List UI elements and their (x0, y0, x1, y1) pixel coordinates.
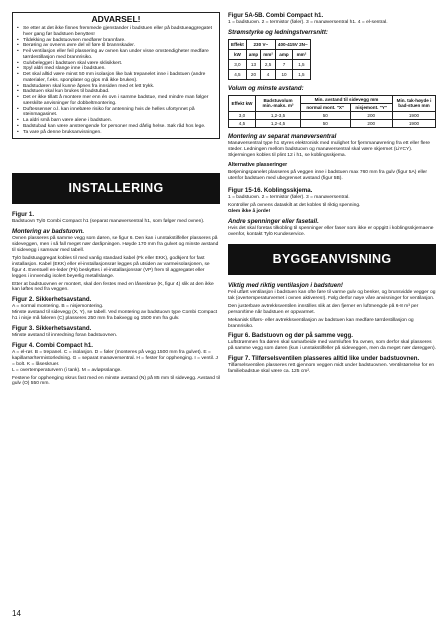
warning-item: • Ta vare på denne bruksanvisningen. (16, 130, 216, 136)
vent-paragraph: Den justerbare avtrekksventilen innstilles slik at den fjerner en luftmengde på 6-8 m³ per person/time når badstuen er oppvarmet. (228, 303, 419, 315)
volume-table (228, 95, 436, 128)
warning-item: • Berøring av ovnens øvre del vil føre til brannskader. (16, 43, 216, 49)
warning-item: • Badstubad kan være anstrengende for personer med dårlig helse. Søk råd hos lege. (16, 124, 216, 130)
volume-header-nisje: nisjemont. "Y" (350, 103, 392, 111)
table-row (229, 59, 311, 69)
table-cell: 4,5 (229, 119, 256, 127)
alt-title: Alternative plasseringer (228, 161, 288, 168)
warning-item: • Duftessenser o.l. kan innebære risiko for antenning hvis de helles ufortynnet på steinmagasinet. (16, 107, 216, 119)
left-column (12, 12, 220, 387)
table-cell: 4,5 (229, 69, 247, 79)
warning-item: • Gulvbelegget i badstuen skal være sklisikkert. (16, 61, 216, 67)
page-number: 14 (12, 609, 21, 618)
fig4-text-2: Festene for opphenging skrus fast med en minste avstand (N) på 85 mm til sidevegg. Avstand til gulv (O) 550 mm. (12, 375, 220, 387)
installering-banner: INSTALLERING (12, 173, 220, 204)
warning-box (12, 12, 220, 139)
table-cell: 2,5 (261, 59, 276, 69)
andre-title: Andre spenninger eller fasetall. (228, 218, 319, 226)
mount-paragraph: Ovnen plasseres på samme vegg som døren, se figur 6. Den kan i unntakstilfeller plasseres på sideveggen, men i så fall meget nær døråpningen. Høyde 170 mm fra gulvet og minste avstand til sidevegg i samsvar med tabell. (12, 236, 219, 253)
table-cell: 200 (350, 111, 392, 119)
warning-item: • Det skal alltid være minst 50 mm isolasjon like bak trepanelet inne i badstuen (andre materialer, f.eks. sponplater og gips må ikke brukes). (16, 72, 216, 84)
andre-text: Hvis det skal foretas tilkobling til spenninger eller faser som ikke er oppgitt i koblingsskjemaene ovenfor, kontakt Tylö Kundeservice. (228, 226, 434, 238)
fig4-text: A = el-rør. B = trepanel. C = isolasjon. D = føler (monteres på vegg 1500 mm fra gulvet). E = kapillarrør/termistorledning. G = separat manøversentral. H = fester for opphenging. I = ventil. J = bolt. K = låseskruer. L = overtemperaturvern (i tank). M = avløpsslange. (12, 349, 218, 373)
power-subheader: amp (246, 49, 260, 59)
fig6-title: Figur 6. Badstuovn og dør på samme vegg. (228, 332, 353, 340)
fig15-text: 1 = badstuovn. 2 = termistor (føler). 3 = manøversentral. (228, 195, 350, 201)
table-row (229, 119, 436, 127)
table-cell: 50 (301, 111, 351, 119)
table-cell: 1900 (393, 119, 436, 127)
fig1-text: Badstuovn Tylö Combi Compact h1 (separat manøversentral h1, som følger med ovnen). (12, 219, 205, 225)
fig3-text: Minste avstand til innredning foran badstuovnen. (12, 333, 118, 339)
warning-item: • Se etter at det ikke finnes fremmede gjenstander i badstuen eller på badstueaggregatet hver gang før badstuen benyttes! (16, 26, 216, 38)
table-cell: 13 (246, 59, 260, 69)
fig2-text: A = normal montering. B = nisjemontering. Minste avstand til sidevegg (X, Y), se tabell. Ved montering av badstuovn type Combi Compact h1 i nisje må føleren (C) plasseres 250 mm fra bakvegg og 1500 mm fra gulv. (12, 304, 218, 322)
table-cell: 10 (275, 69, 292, 79)
separat-title: Montering av separat manøversentral (228, 132, 337, 140)
table-cell: 50 (301, 119, 351, 127)
power-subheader: mm² (261, 49, 276, 59)
fig1-title: Figur 1. (12, 211, 35, 219)
table-cell: 4 (261, 69, 276, 79)
power-header-230v: 230 V~ (246, 39, 275, 49)
volume-header-effekt: Effekt kW (229, 95, 256, 111)
table-cell: 1,5 (293, 69, 311, 79)
power-subheader: kW (229, 49, 247, 59)
volume-header-min: Min. avstand til sidevegg mm (301, 95, 393, 103)
warning-title: ADVARSEL! (91, 14, 141, 24)
fig15-text-3: Glem ikke å jorde! (228, 209, 271, 215)
fig5-title: Figur 5A-5B. Combi Compact h1. (228, 12, 324, 19)
power-subheader: amp (275, 49, 292, 59)
vent-paragraph: Feil utført ventilasjon i badstuen kan ofte føre til varme gulv og benker, og brunsvidde vegger og tak (overtemperaturvernet i ovnen aktiveres!). Følg derfor nøye våre anvisninger for ventilasjon. (228, 289, 436, 301)
volume-header-tak: Min. tak-høyde i bad-stuen mm (393, 95, 436, 111)
warning-item: • Spyl aldri med slange inne i badstuen. (16, 66, 216, 72)
vent-paragraph: Mekanisk tilførs- eller avtrekksventilasjon av badstuen kan medføre tørrdestillasjon og brannrisiko. (228, 317, 414, 329)
fig6-text: Luftstrømmen fra døren skal samarbeide med varmluften fra ovnen, som derfor skal plasseres på samme vegg som døren (kun i unntakstilfeller på sideveggen, men da meget nær døreggen). (228, 340, 436, 352)
power-table-title: Strømstyrke og ledningstverrsnitt: (228, 28, 328, 36)
separat-text: Manøversentral type h1 styres elektronisk med mulighet for fjernmanøvrering fra ett eller flere steder. Ledningen mellom badstuovn og manøversentral skal være skjermet (LiYCY). Skjermingen kobles til plint 12 i h1, se koblingsskjema. (228, 140, 430, 158)
table-cell: 200 (350, 119, 392, 127)
fig7-title: Figur 7. Tilførselsventilen plasseres alltid like under badstuovnen. (228, 355, 420, 363)
right-column (228, 12, 436, 375)
fig15-text-2: Kontroller på ovnens dataskilt at det kobles til riktig spenning. (228, 203, 361, 209)
fig3-title: Figur 3. Sikkerhetsavstand. (12, 325, 92, 333)
mount-paragraph: Tylö badstuaggregat kobles til med vanlig standard kabel (Fk eller EKK), godkjent for fast installasjon. Kabel (EKK) eller el-installasjonsrør legges på utsiden av varmeisolasjonen, se figur 4. Eventuell en-leder (Fk) beskyttes i el-installasjonsrør (VP) frem til aggregatet eller legges i innvendig isolert beyerlig metallslange. (12, 255, 210, 279)
table-cell: 1,5 (293, 59, 311, 69)
table-cell: 1,2-4,5 (256, 119, 301, 127)
table-cell: 3,0 (229, 111, 256, 119)
fig15-title: Figur 15-16. Koblingsskjema. (228, 187, 313, 195)
warning-item: • Det er ikke tillatt å montere mer enn én ovn i samme badstue, med mindre man følger særskilte anvisninger for dobbeltmontering. (16, 95, 216, 107)
volume-table-title: Volum og minste avstand: (228, 84, 304, 92)
alt-text: Betjeningspanelet plasseres på veggen inne i badstuen max 760 mm fra gulv (figur 5A) eller utenfor badstuen med ubegrenset avstand (figur 5B). (228, 169, 427, 181)
table-row (229, 69, 311, 79)
warning-item: • Feil ventilasjon eller feil plassering av ovnen kan under visse omstendigheter medføre tørrdestillasjon med brannrisiko. (16, 49, 216, 61)
table-row (229, 111, 436, 119)
power-table (228, 39, 311, 80)
warning-list (16, 26, 216, 135)
warning-item: • Badstudøren skal kunne åpnes fra innsiden med et lett trykk. (16, 84, 216, 90)
table-cell: 1,2-3,5 (256, 111, 301, 119)
fig7-text: Tilførselsventilen plasseres rett gjennom veggen midt under badstuovnen. Ventilstørrelse for en familiebadstue skal være ca. 125 cm². (228, 363, 435, 375)
fig2-title: Figur 2. Sikkerhetsavstand. (12, 296, 92, 304)
fig5-text: 1 = badstuovn. 2 = termistor (føler). 3 = manøversentral h1. 4 = el-sentral. (228, 20, 388, 25)
power-header-effekt: Effekt (229, 39, 247, 49)
table-cell: 3,0 (229, 59, 247, 69)
byggeanvisning-banner: BYGGEANVISNING (228, 244, 436, 275)
table-cell: 20 (246, 69, 260, 79)
warning-item: • Tildekking av badstuovnen medfører brannfare. (16, 38, 216, 44)
mount-paragraph: Etter at badstuovnen er montert, skal den festes med en låseskrue (K, figur 4) slik at den ikke kan løftes ned fra veggen. (12, 281, 214, 293)
warning-item: • La aldri små barn være alene i badstuen. (16, 118, 216, 124)
warning-item: • Badstuen skal kun brukes til badstubad. (16, 89, 216, 95)
table-cell: 7 (275, 59, 292, 69)
volume-header-volum: Badstuvolum min.-maks. m³ (256, 95, 301, 111)
fig4-title: Figur 4. Combi Compact h1. (12, 341, 93, 349)
vent-title: Viktig med riktig ventilasjon i badstuen! (228, 281, 343, 289)
power-subheader: mm² (293, 49, 311, 59)
mount-title: Montering av badstuovn. (12, 228, 85, 236)
power-header-400v: 400-415V 2N~ (275, 39, 310, 49)
volume-header-normal: normal mont. "X" (301, 103, 351, 111)
table-cell: 1900 (393, 111, 436, 119)
